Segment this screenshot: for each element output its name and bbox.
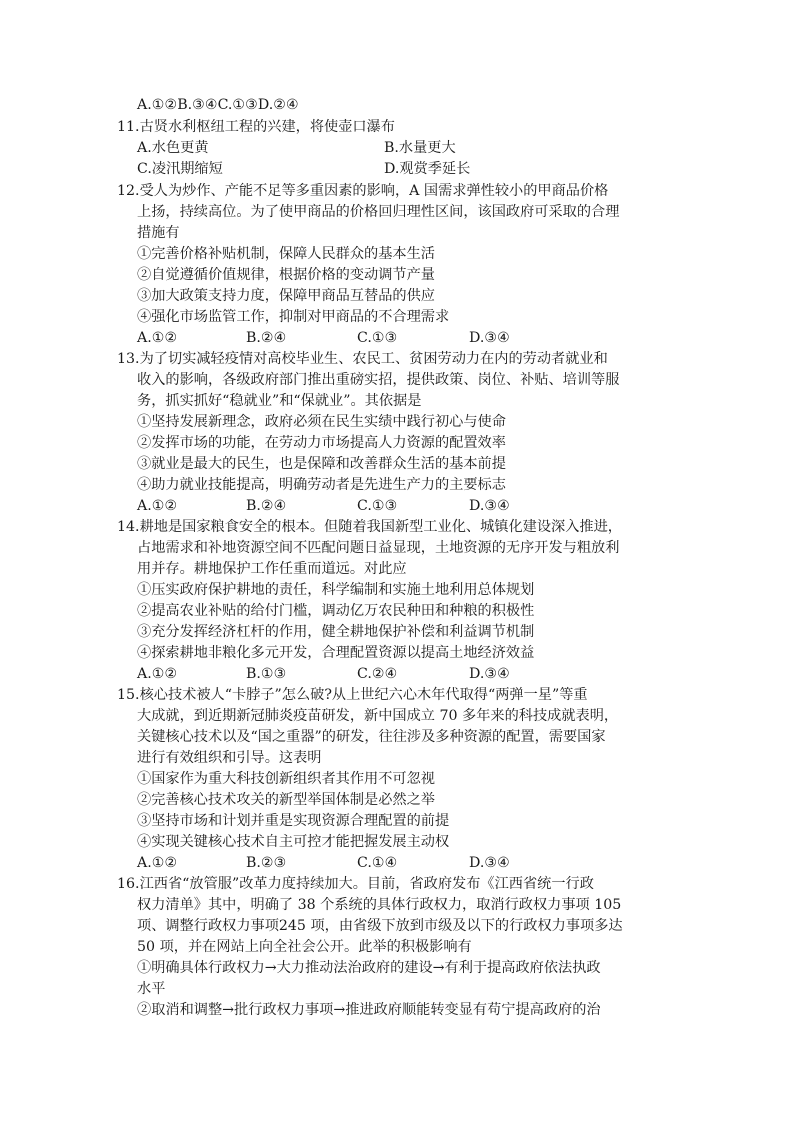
q12-statement: ①完善价格补贴机制，保障人民群众的基本生活: [137, 246, 435, 262]
q15-statement: ②完善核心技术攻关的新型举国体制是必然之举: [137, 792, 435, 808]
q12-statement: ④强化市场监管工作，抑制对甲商品的不合理需求: [137, 309, 450, 325]
q11-option-c: C.凌汛期缩短: [137, 161, 223, 177]
q15-stem-line: 大成就，到近期新冠肺炎疫苗研发，新中国成立 70 多年来的科技成就表明，: [137, 708, 619, 724]
q14-stem-line: 占地需求和补地资源空间不匹配问题日益显现，土地资源的无序开发与粗放利: [137, 540, 620, 556]
q16-stem-line: 50 项，并在网站上向全社会公开。此举的积极影响有: [137, 939, 472, 955]
q13-stem-line: 收入的影响，各级政府部门推出重磅实招，提供政策、岗位、补贴、培训等服: [137, 372, 620, 388]
q16-stem-line: 项、调整行政权力事项245 项，由省级下放到市级及以下的行政权力事项多达: [137, 918, 623, 934]
q15-statement: ③坚持市场和计划并重是实现资源合理配置的前提: [137, 813, 450, 829]
q14-stem-line: 用并存。耕地保护工作任重而道远。对此应: [137, 561, 407, 577]
q13-statement: ③就业是最大的民生，也是保障和改善群众生活的基本前提: [137, 456, 506, 472]
q11-stem: 11.古贤水利枢纽工程的兴建，将使壶口瀑布: [117, 119, 395, 135]
q16-stem-line: 权力清单》其中，明确了 38 个系统的具体行政权力，取消行政权力事项 105: [137, 897, 622, 913]
q11-option-a: A.水色更黄: [137, 140, 209, 156]
q15-stem-line: 关键核心技术以及“国之重器”的研发，往往涉及多种资源的配置，需要国家: [137, 729, 606, 745]
q11-option-b: B.水量更大: [384, 140, 456, 156]
q14-option-c: C.②④: [357, 666, 398, 682]
q13-stem-line: 13.为了切实减轻疫情对高校毕业生、农民工、贫困劳动力在内的劳动者就业和: [117, 351, 608, 367]
q12-stem-line: 措施有: [137, 225, 180, 241]
q15-option-c: C.①④: [357, 855, 398, 871]
q14-stem-line: 14.耕地是国家粮食安全的根本。但随着我国新型工业化、城镇化建设深入推进，: [117, 519, 622, 535]
q15-stem-line: 15.核心技术被人“卡脖子”怎么破?从上世纪六心木年代取得“两弹一星”等重: [117, 687, 588, 703]
q14-statement: ③充分发挥经济杠杆的作用，健全耕地保护补偿和利益调节机制: [137, 624, 535, 640]
q15-stem-line: 进行有效组织和引导。这表明: [137, 750, 322, 766]
q13-stem-line: 务，抓实抓好“稳就业”和“保就业”。其依据是: [137, 393, 422, 409]
q16-statement: ②取消和调整→批行政权力事项→推进政府顺能转变显有苟宁提高政府的治: [137, 1002, 601, 1018]
q15-statement: ④实现关键核心技术自主可控才能把握发展主动权: [137, 834, 450, 850]
q14-option-d: D.③④: [469, 666, 510, 682]
q15-option-d: D.③④: [469, 855, 510, 871]
q16-statement-continued: 水平: [137, 981, 166, 997]
q16-statement: ①明确具体行政权力→大力推动法治政府的建设→有利于提高政府依法执政: [137, 960, 601, 976]
q16-stem-line: 16.江西省“放管服”改革力度持续加大。目前，省政府发布《江西省统一行政: [117, 876, 594, 892]
q14-option-a: A.①②: [137, 666, 178, 682]
q14-statement: ①压实政府保护耕地的责任，科学编制和实施土地利用总体规划: [137, 582, 535, 598]
q14-statement: ④探索耕地非粮化多元开发，合理配置资源以提高土地经济效益: [137, 645, 535, 661]
q13-option-b: B.②④: [246, 498, 287, 514]
q15-option-a: A.①②: [137, 855, 178, 871]
q13-option-d: D.③④: [469, 498, 510, 514]
q12-stem-line: 12.受人为炒作、产能不足等多重因素的影响，A 国需求弹性较小的甲商品价格: [117, 183, 609, 199]
q12-statement: ②自觉遵循价值规律，根据价格的变动调节产量: [137, 267, 435, 283]
q12-stem-line: 上扬，持续高位。为了使甲商品的价格回归理性区间，该国政府可采取的合理: [137, 204, 620, 220]
q12-option-c: C.①③: [357, 330, 398, 346]
q13-statement: ④助力就业技能提高，明确劳动者是先进生产力的主要标志: [137, 477, 506, 493]
q12-statement: ③加大政策支持力度，保障甲商品互替品的供应: [137, 288, 435, 304]
q12-option-a: A.①②: [137, 330, 178, 346]
q14-option-b: B.①③: [246, 666, 287, 682]
q13-statement: ①坚持发展新理念，政府必须在民生实绩中践行初心与使命: [137, 414, 506, 430]
q11-option-d: D.观赏季延长: [384, 161, 471, 177]
q14-statement: ②提高农业补贴的给付门槛，调动亿万农民种田和种粮的积极性: [137, 603, 535, 619]
q12-option-d: D.③④: [469, 330, 510, 346]
q13-statement: ②发挥市场的功能，在劳动力市场提高人力资源的配置效率: [137, 435, 506, 451]
q15-option-b: B.②③: [246, 855, 287, 871]
q13-option-a: A.①②: [137, 498, 178, 514]
q10-options: A.①②B.③④C.①③D.②④: [137, 97, 299, 113]
q13-option-c: C.①③: [357, 498, 398, 514]
q12-option-b: B.②④: [246, 330, 287, 346]
q15-statement: ①国家作为重大科技创新组织者其作用不可忽视: [137, 771, 435, 787]
